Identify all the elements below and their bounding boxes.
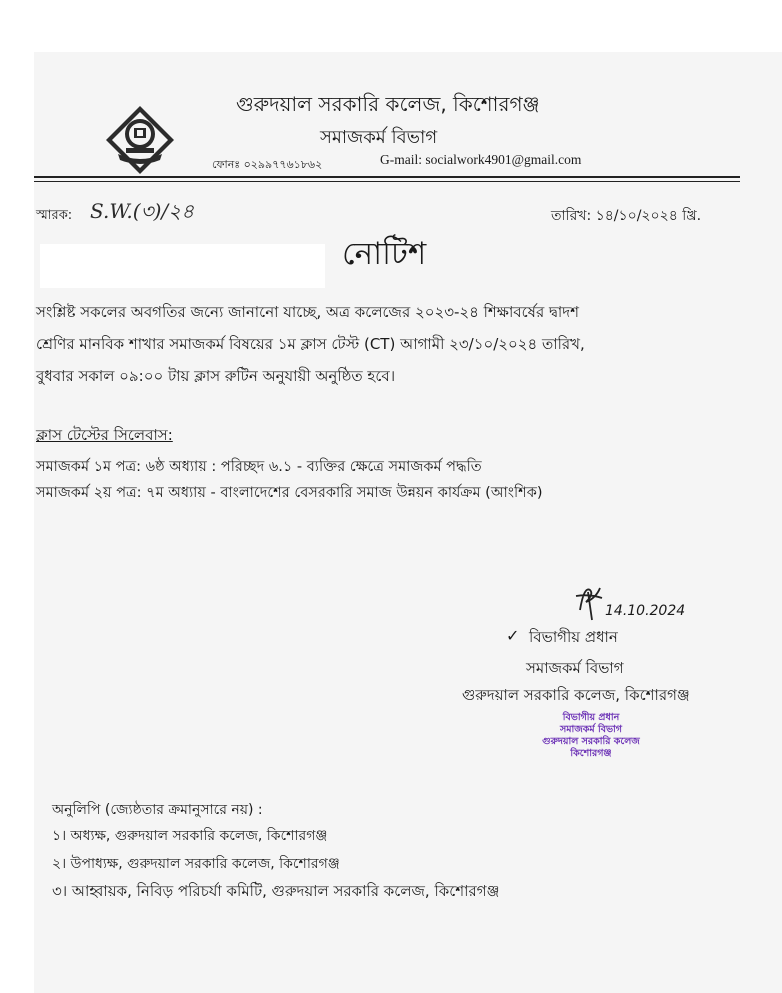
memo-label: স্মারক: — [36, 208, 73, 223]
header-divider-thick — [34, 176, 740, 178]
stamp-line: সমাজকর্ম বিভাগ — [559, 724, 623, 735]
signatory-college: গুরুদয়াল সরকারি কলেজ, কিশোরগঞ্জ — [462, 686, 690, 704]
redaction-box — [40, 244, 325, 288]
stamp-line: কিশোরগঞ্জ — [570, 748, 612, 759]
copy-recipient: ২। উপাধ্যক্ষ, গুরুদয়াল সরকারি কলেজ, কিশোরগঞ্জ — [52, 856, 340, 872]
header-divider-thin — [34, 181, 740, 182]
stamp-line: বিভাগীয় প্রধান — [562, 712, 620, 723]
phone-number: ফোনঃ ০২৯৯৭৭৬১৮৬২ — [212, 158, 323, 171]
copies-heading: অনুলিপি (জ্যেষ্ঠতার ক্রমানুসারে নয়) : — [52, 802, 263, 818]
notice-body — [36, 296, 748, 392]
notice-body-line: বুধবার সকাল ০৯:০০ টায় ক্লাস রুটিন অনুযায়ী অনুষ্ঠিত হবে। — [36, 367, 396, 385]
syllabus-item: সমাজকর্ম ২য় পত্র: ৭ম অধ্যায় - বাংলাদেশের বেসরকারি সমাজ উন্নয়ন কার্যক্রম (আংশিক) — [36, 485, 543, 501]
signature-date: 14.10.2024 — [605, 603, 686, 619]
notice-body-line: শ্রেণির মানবিক শাখার সমাজকর্ম বিষয়ের ১ম ক্লাস টেস্ট (CT) আগামী ২৩/১০/২০২৪ তারিখ, — [36, 335, 585, 353]
notice-title: নোটিশ — [342, 236, 427, 272]
memo-number: S.W.(৩)/২৪ — [90, 199, 195, 223]
stamp-line: গুরুদয়াল সরকারি কলেজ — [542, 736, 640, 747]
syllabus-item: সমাজকর্ম ১ম পত্র: ৬ষ্ঠ অধ্যায় : পরিচ্ছদ ৬.১ - ব্যক্তির ক্ষেত্রে সমাজকর্ম পদ্ধতি — [36, 459, 482, 475]
notice-date: তারিখ: ১৪/১০/২০২৪ খ্রি. — [551, 208, 702, 224]
college-logo-icon — [104, 104, 176, 176]
college-name: গুরুদয়াল সরকারি কলেজ, কিশোরগঞ্জ — [236, 92, 540, 116]
check-mark-icon: ✓ — [506, 626, 520, 645]
signatory-department: সমাজকর্ম বিভাগ — [526, 659, 624, 677]
copy-recipient: ১। অধ্যক্ষ, গুরুদয়াল সরকারি কলেজ, কিশোরগঞ্জ — [52, 828, 328, 844]
official-stamp — [516, 712, 666, 760]
copy-recipient: ৩। আহ্বায়ক, নিবিড় পরিচর্যা কমিটি, গুরুদয়াল সরকারি কলেজ, কিশোরগঞ্জ — [52, 882, 500, 900]
syllabus-heading: ক্লাস টেস্টের সিলেবাস: — [36, 426, 173, 444]
notice-body-line: সংশ্লিষ্ট সকলের অবগতির জন্যে জানানো যাচ্ছে, অত্র কলেজের ২০২৩-২৪ শিক্ষাবর্ষের দ্বাদশ — [36, 303, 579, 321]
email-address: G-mail: socialwork4901@gmail.com — [380, 152, 582, 167]
department-name: সমাজকর্ম বিভাগ — [320, 127, 438, 148]
signatory-title: বিভাগীয় প্রধান — [529, 628, 618, 646]
